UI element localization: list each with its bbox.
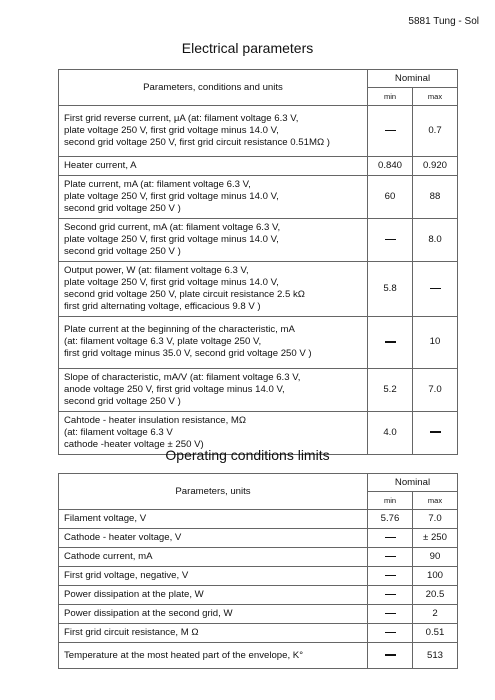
table-row — [59, 567, 458, 586]
value-cell — [368, 586, 413, 605]
value-cell: 513 — [413, 643, 458, 669]
header-parameters: Parameters, units — [59, 474, 368, 510]
table-row — [59, 106, 458, 157]
table-row — [59, 529, 458, 548]
parameter-line: second grid voltage 250 V ) — [64, 202, 181, 214]
table-row — [59, 157, 458, 176]
table-row — [59, 510, 458, 529]
table-row — [59, 175, 458, 218]
dash-mark — [385, 239, 396, 241]
value-cell: 5.2 — [368, 368, 413, 411]
dash-mark — [430, 288, 441, 290]
parameter-line: Second grid current, mA (at: filament voltage 6.3 V, — [64, 221, 281, 233]
electrical-parameters-table — [58, 69, 458, 455]
dash-mark — [385, 654, 396, 656]
parameter-line: plate voltage 250 V, first grid voltage minus 14.0 V, — [64, 190, 279, 202]
value-cell — [368, 218, 413, 261]
tube-code: 5881 Tung - Sol — [408, 16, 479, 27]
value-cell — [368, 548, 413, 567]
parameter-line: second grid voltage 250 V ) — [64, 245, 181, 257]
value-cell: 60 — [368, 175, 413, 218]
value-cell: ± 250 — [413, 529, 458, 548]
dash-mark — [385, 341, 396, 343]
parameter-line: second grid voltage 250 V ) — [64, 395, 181, 407]
parameter-cell: Cathode - heater voltage, V — [59, 529, 368, 548]
value-cell: 10 — [413, 316, 458, 368]
parameter-line: Plate current, mA (at: filament voltage 6.3 V, — [64, 178, 251, 190]
parameter-line: cathode -heater voltage ± 250 V) — [64, 438, 204, 450]
table-row — [59, 316, 458, 368]
header-max: max — [413, 492, 458, 510]
dash-mark — [385, 632, 396, 634]
value-cell — [368, 605, 413, 624]
dash-mark — [385, 613, 396, 615]
dash-mark — [430, 431, 441, 433]
value-cell — [368, 106, 413, 157]
value-cell — [368, 529, 413, 548]
header-max: max — [413, 88, 458, 106]
table-row — [59, 624, 458, 643]
parameter-line: plate voltage 250 V, first grid voltage minus 14.0 V, — [64, 125, 279, 136]
table-row — [59, 586, 458, 605]
value-cell — [368, 316, 413, 368]
parameter-line: Heater current, A — [64, 160, 137, 171]
parameter-cell — [59, 261, 368, 316]
value-cell — [368, 624, 413, 643]
dash-mark — [385, 537, 396, 539]
value-cell: 0.840 — [368, 157, 413, 176]
table-row — [59, 261, 458, 316]
parameter-line: first grid voltage minus 35.0 V, second grid voltage 250 V ) — [64, 348, 312, 360]
parameter-cell: Power dissipation at the plate, W — [59, 586, 368, 605]
value-cell: 0.7 — [413, 106, 458, 157]
table-row — [59, 605, 458, 624]
parameter-cell — [59, 157, 368, 176]
value-cell: 20.5 — [413, 586, 458, 605]
parameter-line: plate voltage 250 V, first grid voltage minus 14.0 V, — [64, 276, 279, 288]
value-cell: 90 — [413, 548, 458, 567]
parameter-line: second grid voltage 250 V, plate circuit resistance 2.5 kΩ — [64, 288, 305, 300]
table-row — [59, 548, 458, 567]
value-cell: 8.0 — [413, 218, 458, 261]
parameter-cell — [59, 106, 368, 157]
header-parameters: Parameters, conditions and units — [59, 70, 368, 106]
parameter-cell: Cathode current, mA — [59, 548, 368, 567]
parameter-line: Slope of characteristic, mA/V (at: filament voltage 6.3 V, — [64, 371, 301, 383]
parameter-cell: Power dissipation at the second grid, W — [59, 605, 368, 624]
parameter-line: First grid reverse current, μA (at: filament voltage 6.3 V, — [64, 113, 299, 125]
value-cell: 100 — [413, 567, 458, 586]
operating-limits-table — [58, 473, 458, 669]
value-cell: 5.8 — [368, 261, 413, 316]
header-nominal: Nominal — [368, 70, 458, 88]
parameter-cell: Temperature at the most heated part of the envelope, K° — [59, 643, 368, 669]
parameter-cell — [59, 175, 368, 218]
table-row — [59, 643, 458, 669]
value-cell: 0.920 — [413, 157, 458, 176]
parameter-line: (at: filament voltage 6.3 V, plate voltage 250 V, — [64, 336, 262, 348]
value-cell: 7.0 — [413, 368, 458, 411]
parameter-cell: First grid voltage, negative, V — [59, 567, 368, 586]
section-title-limits: Operating conditions limits — [165, 447, 330, 463]
parameter-line: Cahtode - heater insulation resistance, MΩ — [64, 414, 247, 426]
value-cell: 88 — [413, 175, 458, 218]
section-title-electrical: Electrical parameters — [181, 40, 314, 56]
value-cell: 5.76 — [368, 510, 413, 529]
parameter-cell — [59, 368, 368, 411]
value-cell — [368, 567, 413, 586]
value-cell: 4.0 — [368, 411, 413, 454]
header-nominal: Nominal — [368, 474, 458, 492]
dash-mark — [385, 594, 396, 596]
parameter-line: (at: filament voltage 6.3 V — [64, 426, 173, 438]
table-row — [59, 368, 458, 411]
parameter-cell: First grid circuit resistance, M Ω — [59, 624, 368, 643]
parameter-cell — [59, 316, 368, 368]
header-min: min — [368, 492, 413, 510]
value-cell: 7.0 — [413, 510, 458, 529]
header-min: min — [368, 88, 413, 106]
dash-mark — [385, 575, 396, 577]
table-row — [59, 218, 458, 261]
parameter-line: Plate current at the beginning of the characteristic, mA — [64, 324, 295, 336]
parameter-line: first grid alternating voltage, efficacious 9.8 V ) — [64, 300, 261, 312]
dash-mark — [385, 556, 396, 558]
parameter-line: second grid voltage 250 V, first grid circuit resistance 0.51MΩ ) — [64, 136, 330, 148]
parameter-line: Output power, W (at: filament voltage 6.3 V, — [64, 264, 249, 276]
parameter-line: plate voltage 250 V, first grid voltage minus 14.0 V, — [64, 233, 279, 245]
value-cell — [368, 643, 413, 669]
parameter-line: anode voltage 250 V, first grid voltage minus 14.0 V, — [64, 383, 285, 395]
parameter-cell: Filament voltage, V — [59, 510, 368, 529]
parameter-cell — [59, 218, 368, 261]
dash-mark — [385, 130, 396, 132]
value-cell: 2 — [413, 605, 458, 624]
value-cell — [413, 261, 458, 316]
value-cell: 0.51 — [413, 624, 458, 643]
